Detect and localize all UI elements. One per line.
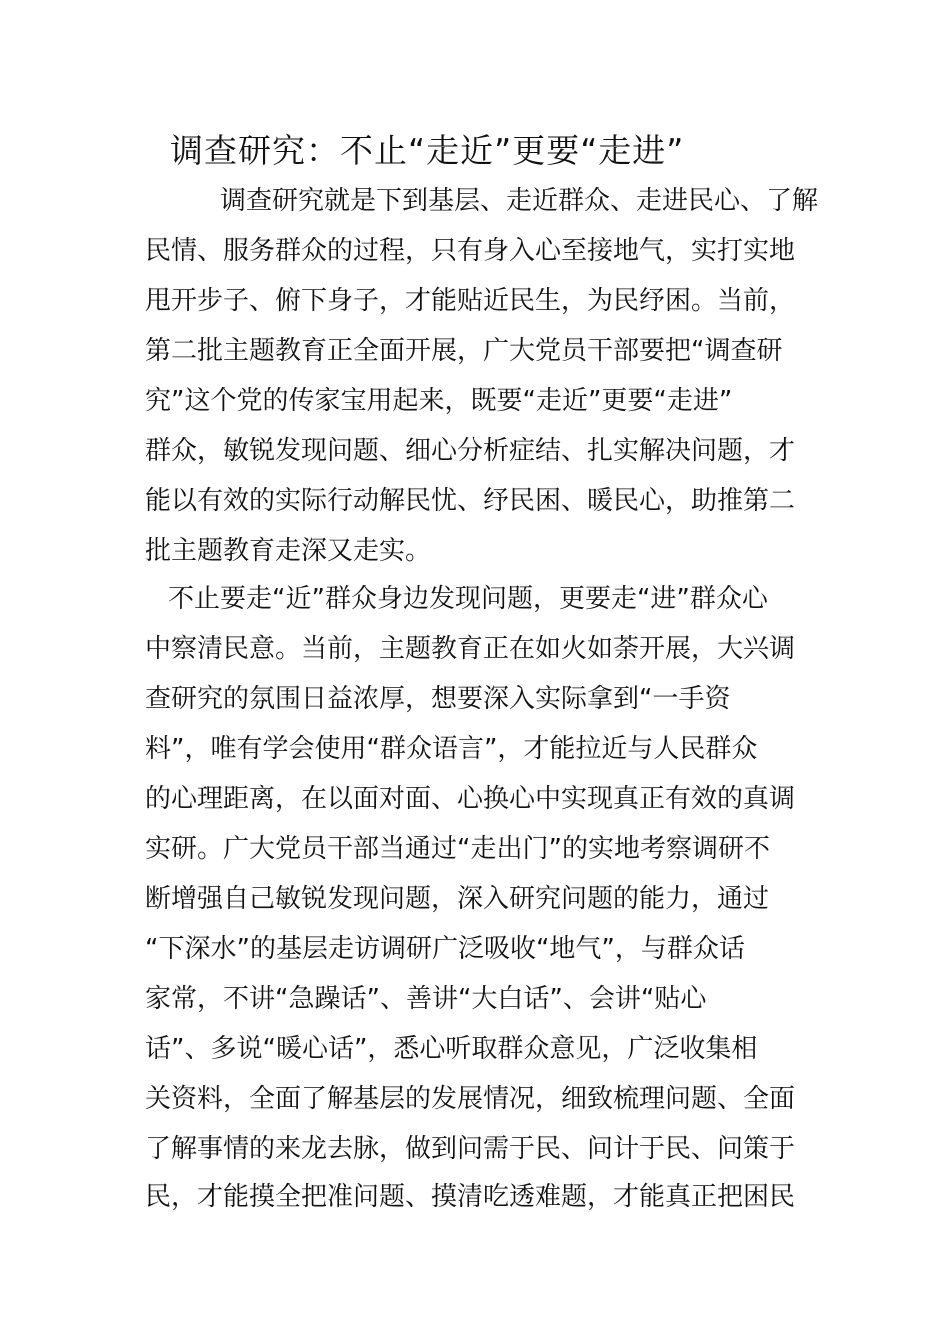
paragraph-line: “下深水”的基层走访调研广泛吸收“地气”，与群众话 [145,934,745,964]
paragraph-line: 实研。广大党员干部当通过“走出门”的实地考察调研不 [145,834,770,864]
paragraph-line: 不止要走“近”群众身边发现问题，更要走“进”群众心 [168,584,768,614]
paragraph-line: 甩开步子、俯下身子，才能贴近民生，为民纾困。当前， [145,286,796,316]
paragraph-line: 能以有效的实际行动解民忧、纾民困、暖民心，助推第二 [145,486,796,516]
paragraph-line: 中察清民意。当前，主题教育正在如火如荼开展，大兴调 [145,634,796,664]
paragraph-line: 关资料，全面了解基层的发展情况，细致梳理问题、全面 [145,1084,796,1114]
paragraph-line: 究”这个党的传家宝用起来，既要“走近”更要“走进” [145,386,733,416]
paragraph-line: 民，才能摸全把准问题、摸清吃透难题，才能真正把困民 [145,1182,796,1212]
paragraph-line: 料”，唯有学会使用“群众语言”，才能拉近与人民群众 [145,734,758,764]
paragraph-line: 断增强自己敏锐发现问题，深入研究问题的能力，通过 [145,884,770,914]
paragraph-line: 第二批主题教育正全面开展，广大党员干部要把“调查研 [145,336,783,366]
document-title: 调查研究：不止“走近”更要“走进” [170,131,685,170]
paragraph-line: 查研究的氛围日益浓厚，想要深入实际拿到“一手资 [145,684,731,714]
paragraph-line: 的心理距离，在以面对面、心换心中实现真正有效的真调 [145,784,796,814]
paragraph-line: 家常，不讲“急躁话”、善讲“大白话”、会讲“贴心 [145,984,707,1014]
paragraph-line: 批主题教育走深又走实。 [145,536,432,566]
paragraph-line: 调查研究就是下到基层、走近群众、走进民心、了解 [220,186,819,216]
paragraph-line: 民情、服务群众的过程，只有身入心至接地气，实打实地 [145,236,796,266]
paragraph-line: 话”、多说“暖心话”，悉心听取群众意见，广泛收集相 [145,1034,758,1064]
paragraph-line: 群众，敏锐发现问题、细心分析症结、扎实解决问题，才 [145,436,796,466]
paragraph-line: 了解事情的来龙去脉，做到问需于民、问计于民、问策于 [145,1134,796,1164]
